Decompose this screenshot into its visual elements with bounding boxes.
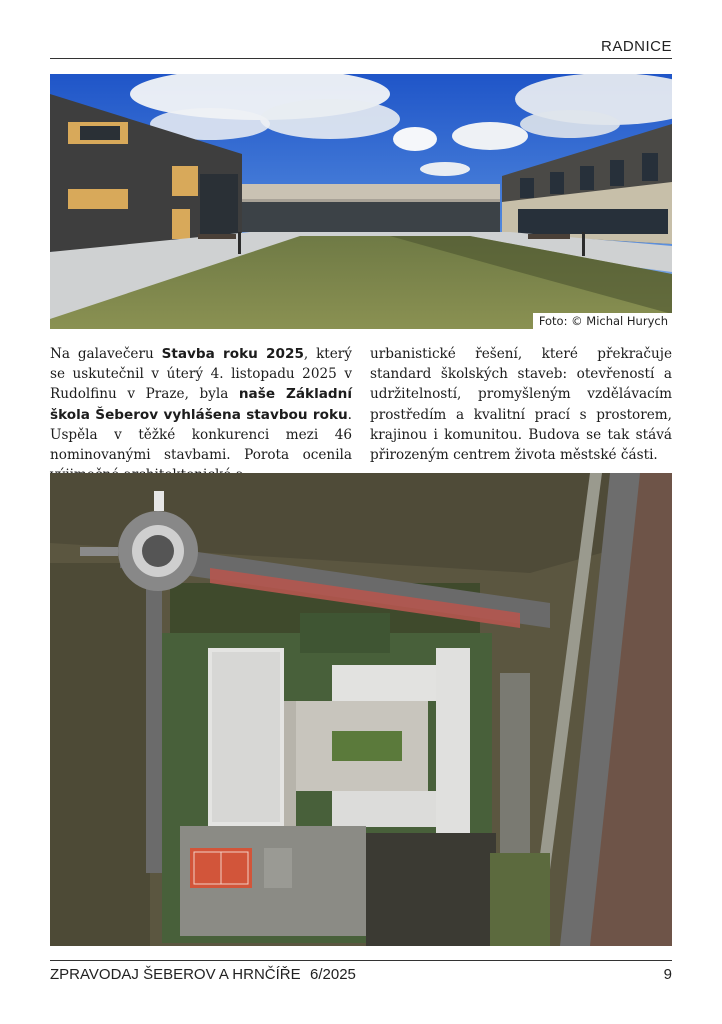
school-courtyard-photo bbox=[50, 74, 672, 329]
header-rule bbox=[50, 58, 672, 59]
article-column-1 bbox=[50, 344, 352, 485]
article-text: , který se uskutečnil v úterý 4. listopadu 2025 v Rudolfinu v Praze, byla bbox=[50, 346, 352, 403]
award-statement: naše Základní škola Šeberov vyhlášena stavbou roku bbox=[50, 386, 352, 423]
article-text: . Uspěla v těžké konkurenci mezi 46 nominovanými stavbami. Porota ocenila bbox=[50, 406, 352, 464]
article-column-2: urbanistické řešení, které překračuje standard školských staveb: otevřeností a udržitelností, promyšleným vzdělávacím prostředím a kvalitní prací s prostorem, krajinou i komunitou. Budova se tak stává přirozeným centrem života městské části. bbox=[370, 346, 672, 464]
photo-credit: Foto: © Michal Hurych bbox=[533, 313, 672, 329]
article-text: Na galavečeru bbox=[50, 346, 162, 362]
page-number: 9 bbox=[663, 966, 672, 983]
issue-number: 6/2025 bbox=[310, 966, 356, 983]
footer-rule bbox=[50, 960, 672, 961]
publication-name: ZPRAVODAJ ŠEBEROV A HRNČÍŘE bbox=[50, 966, 301, 983]
school-aerial-photo bbox=[50, 473, 672, 946]
section-label: RADNICE bbox=[600, 38, 672, 55]
award-name: Stavba roku 2025 bbox=[161, 346, 304, 362]
article-body bbox=[50, 344, 672, 485]
